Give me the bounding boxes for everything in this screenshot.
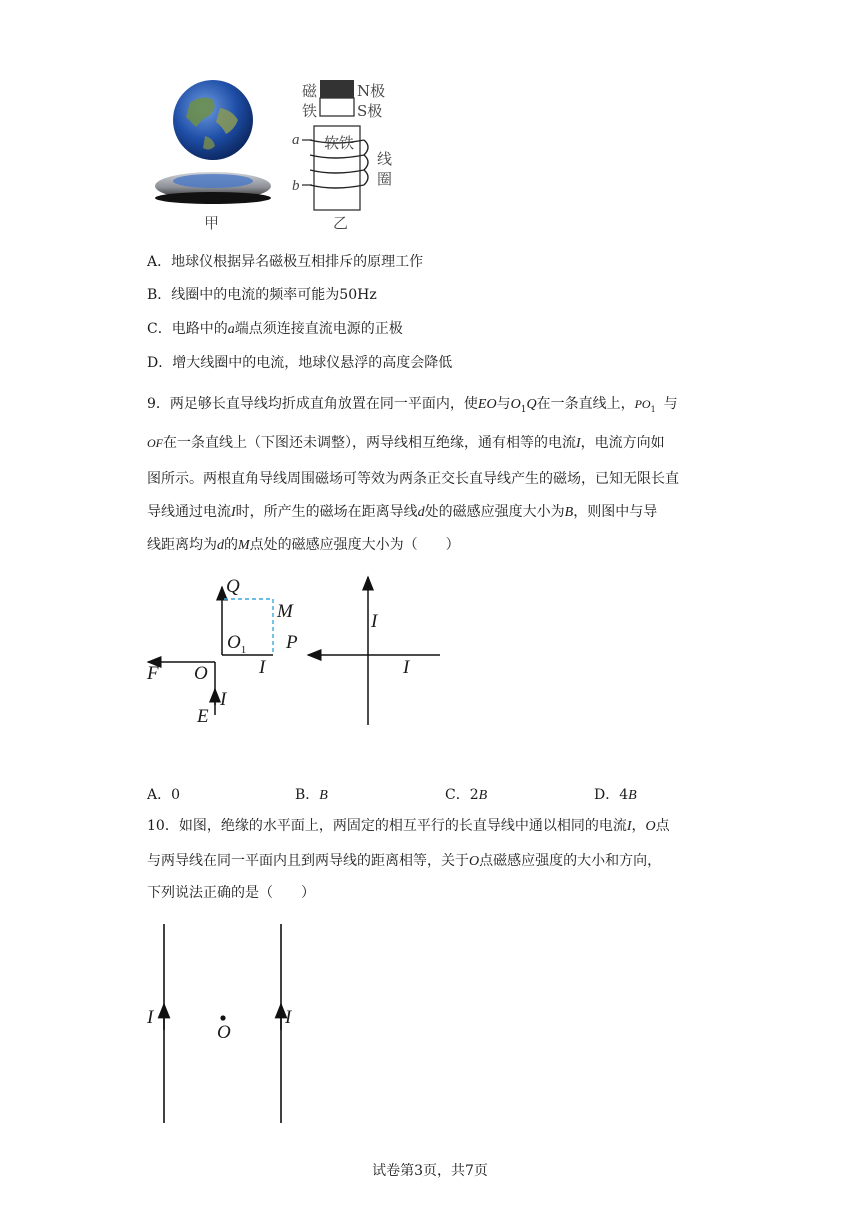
q10-label-o: O bbox=[217, 1022, 231, 1043]
option-text: 端点须连接直流电源的正极 bbox=[234, 321, 403, 337]
terminal-b-label: b bbox=[292, 178, 300, 194]
text: 在一条直线上（下图还未调整），两导线相互绝缘，通有相等的电流 bbox=[163, 435, 576, 451]
text: 与两导线在同一平面内且到两导线的距离相等，关于 bbox=[147, 853, 469, 869]
option-text: 电路中的 bbox=[171, 321, 228, 337]
option-letter: C． bbox=[445, 787, 470, 803]
magnet-label-2: 铁 bbox=[302, 102, 318, 120]
option-letter: D． bbox=[147, 355, 173, 371]
text: 点处的磁感应强度大小为（ ） bbox=[249, 537, 460, 553]
text: ，电流方向如 bbox=[580, 435, 665, 451]
q8-option-c bbox=[147, 319, 403, 340]
option-letter: B． bbox=[295, 787, 320, 803]
subscript: 1 bbox=[650, 404, 656, 414]
option-text: 4 bbox=[619, 787, 629, 803]
option-text: 地球仪根据异名磁极互相排斥的原理工作 bbox=[171, 254, 424, 270]
q9-line-2 bbox=[147, 433, 665, 454]
figure-caption-yi: 乙 bbox=[333, 214, 349, 232]
var-d: d bbox=[217, 538, 224, 553]
var-I: I bbox=[626, 819, 632, 834]
label-i-bottom: I bbox=[259, 657, 266, 678]
q10-label-i-left: I bbox=[147, 1007, 154, 1028]
q10-line-1 bbox=[147, 816, 670, 837]
figure-jia bbox=[150, 78, 280, 218]
q9-option-b bbox=[295, 784, 328, 804]
var-M: M bbox=[238, 538, 250, 553]
label-o: O bbox=[194, 663, 208, 684]
text: 如图，绝缘的水平面上，两固定的相互平行的长直导线中通以相同的电流 bbox=[178, 818, 627, 834]
q9-option-c bbox=[445, 784, 487, 804]
question-number: 9． bbox=[147, 396, 170, 412]
text: 两足够长直导线均折成直角放置在同一平面内，使 bbox=[169, 396, 478, 412]
magnet-label-1: 磁 bbox=[302, 82, 318, 100]
label-q: Q bbox=[226, 576, 240, 597]
text: ，则图中与导 bbox=[573, 504, 658, 520]
label-m: M bbox=[277, 601, 293, 622]
text: 与 bbox=[496, 396, 511, 412]
label-f: F bbox=[147, 663, 159, 684]
option-letter: D． bbox=[594, 787, 620, 803]
text: 点 bbox=[655, 818, 670, 834]
var-B: B bbox=[564, 505, 574, 520]
option-letter: B． bbox=[147, 287, 172, 303]
option-text: 2 bbox=[469, 787, 479, 803]
q10-label-i-right: I bbox=[285, 1007, 292, 1028]
question-number: 10． bbox=[147, 818, 179, 834]
subscript: 1 bbox=[520, 404, 527, 415]
option-letter: C． bbox=[147, 321, 172, 337]
q9-line-5 bbox=[147, 535, 460, 556]
var-EO: EO bbox=[477, 397, 497, 412]
q10-line-2 bbox=[147, 851, 661, 872]
q9-line-1 bbox=[147, 394, 678, 420]
option-letter: A． bbox=[147, 254, 172, 270]
q9-option-d bbox=[594, 784, 637, 804]
text: 的 bbox=[224, 537, 238, 553]
label-i-left: I bbox=[220, 689, 227, 710]
text: 导线通过电流 bbox=[147, 504, 231, 520]
q9-line-3: 图所示。两根直角导线周围磁场可等效为两条正交长直导线产生的磁场，已知无限长直 bbox=[147, 471, 679, 487]
text: ， bbox=[631, 818, 646, 834]
north-pole-label: N极 bbox=[357, 82, 386, 100]
option-text: 0 bbox=[171, 787, 181, 803]
q8-option-a bbox=[147, 252, 423, 272]
var-Q: Q bbox=[526, 397, 537, 412]
terminal-a-label: a bbox=[292, 132, 300, 148]
coil-label-1: 线 bbox=[377, 150, 393, 168]
label-i-right-horizontal: I bbox=[403, 657, 410, 678]
option-variable: a bbox=[227, 322, 235, 337]
q9-option-a bbox=[147, 784, 180, 804]
var-O: O bbox=[469, 854, 480, 869]
var-O: O bbox=[645, 819, 656, 834]
text: 时，所产生的磁场在距离导线 bbox=[235, 504, 418, 520]
levitating-globe-image bbox=[150, 78, 280, 218]
page-footer: 试卷第3页，共7页 bbox=[372, 1163, 488, 1179]
text: 与 bbox=[663, 396, 678, 412]
label-o1-main: O bbox=[227, 632, 241, 653]
label-p: P bbox=[286, 632, 298, 653]
option-variable: B bbox=[478, 788, 488, 803]
q8-option-b bbox=[147, 285, 377, 305]
text: 线距离均为 bbox=[147, 537, 217, 553]
coil-label-2: 圈 bbox=[377, 170, 393, 188]
option-text: 增大线圈中的电流，地球仪悬浮的高度会降低 bbox=[172, 355, 453, 371]
label-e: E bbox=[197, 706, 209, 727]
option-text: 线圈中的电流的频率可能为50Hz bbox=[171, 287, 377, 303]
text: 在一条直线上， bbox=[536, 396, 635, 412]
text: 处的磁感应强度大小为 bbox=[424, 504, 565, 520]
q9-line-4 bbox=[147, 502, 657, 523]
label-o1 bbox=[227, 632, 246, 656]
text: 点磁感应强度的大小和方向， bbox=[479, 853, 662, 869]
var-I: I bbox=[576, 436, 581, 451]
option-variable: B bbox=[319, 788, 328, 803]
south-pole-label: S极 bbox=[357, 102, 383, 120]
option-letter: A． bbox=[147, 787, 172, 803]
figure-caption-jia: 甲 bbox=[204, 214, 220, 232]
var-O1: O bbox=[510, 397, 521, 412]
var-I: I bbox=[231, 505, 236, 520]
var-OF: OF bbox=[147, 436, 163, 450]
q8-option-d bbox=[147, 353, 452, 373]
option-variable: B bbox=[628, 788, 637, 803]
soft-iron-label: 软铁 bbox=[324, 134, 355, 152]
label-i-right-vertical: I bbox=[371, 611, 378, 632]
var-PO1: PO bbox=[634, 397, 651, 411]
point-o-dot bbox=[220, 1015, 225, 1020]
label-o1-sub: 1 bbox=[240, 643, 247, 656]
var-d: d bbox=[417, 505, 425, 520]
q10-line-3: 下列说法正确的是（ ） bbox=[147, 885, 315, 901]
